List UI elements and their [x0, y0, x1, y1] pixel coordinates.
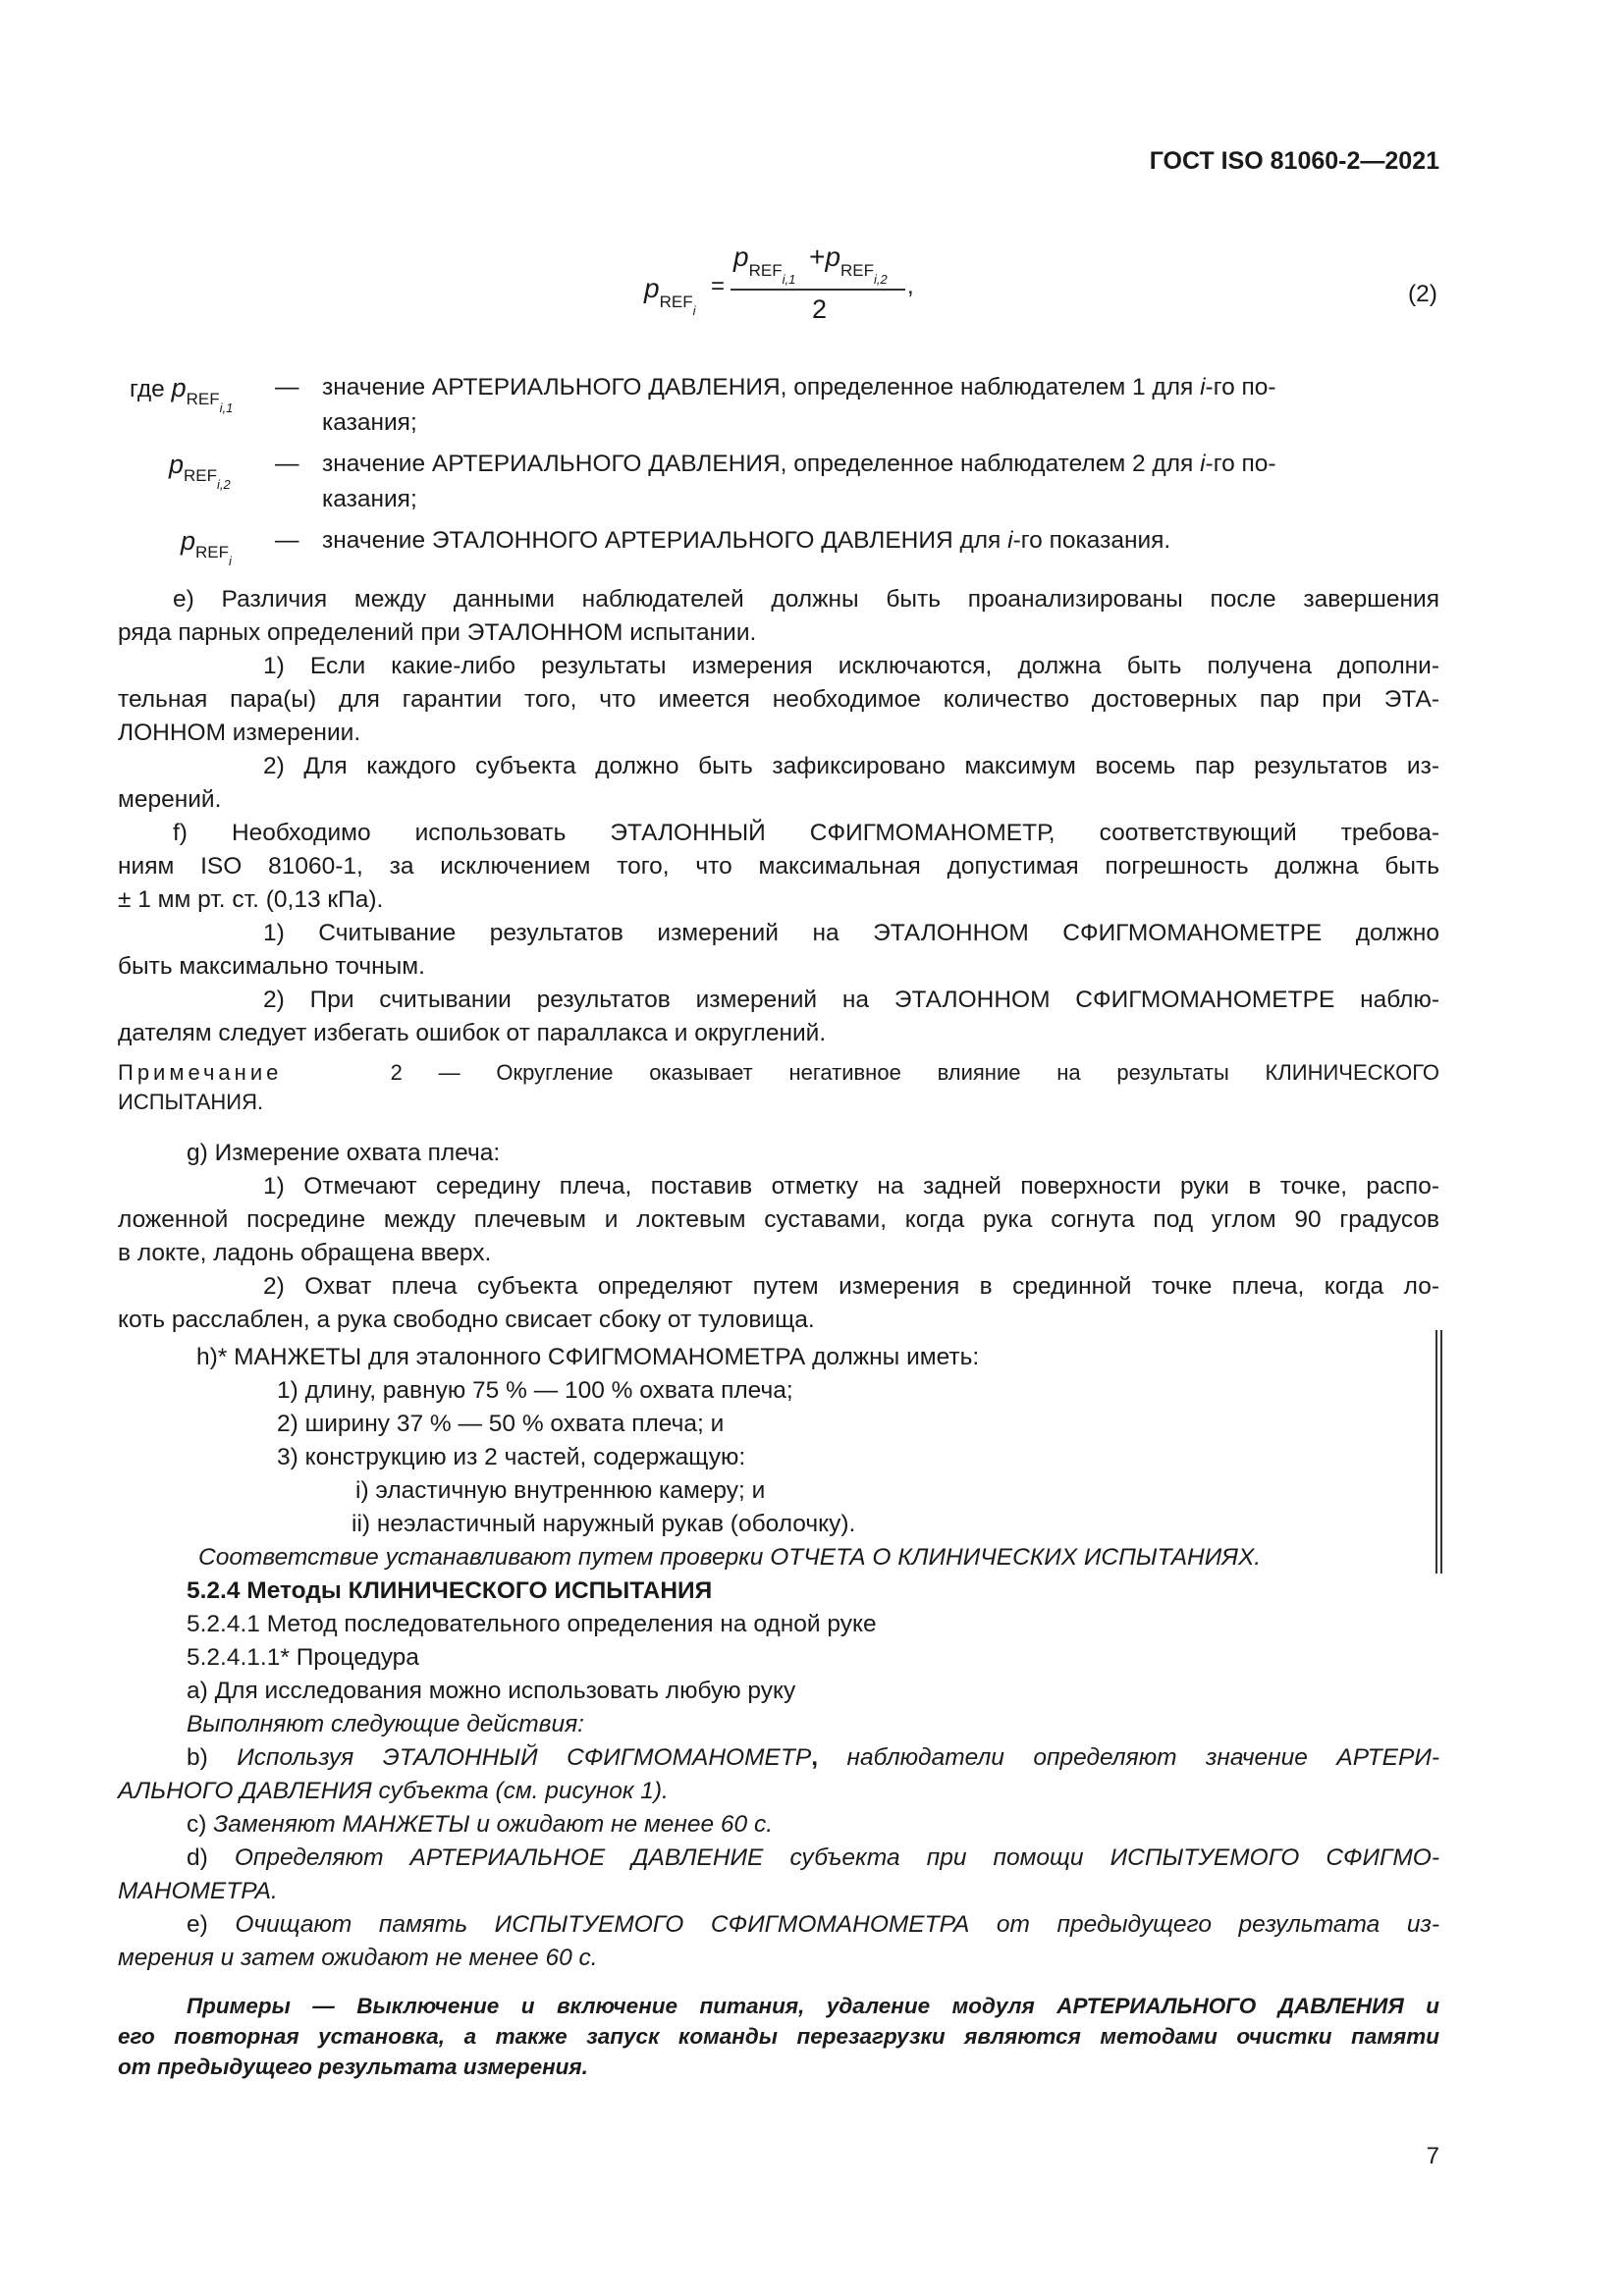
def-1-line2: казания;	[322, 409, 417, 436]
para-e: e) Различия между данными наблюдателей должны быть проанализированы после завершения ряда парных определений при ЭТАЛОННОМ испытании. 1) Если какие-либо результаты измерения исключаются, должна быть получена дополни- тельная пара(ы) для гарантии того, что имеется необходимое количество достоверных пар при ЭТА- ЛОННОМ измерении. 2) Для каждого субъекта должно быть зафиксировано максимум восемь пар результатов из- мерений.	[118, 586, 1439, 813]
proc-e: e) Очищают память ИСПЫТУЕМОГО СФИГМОМАНОМЕТРА от предыдущего результата из- мерения и затем ожидают не менее 60 с.	[118, 1911, 1439, 1971]
para-h-1: 1) длину, равную 75 % — 100 % охвата плеча;	[277, 1377, 793, 1404]
formula-lhs: $p_{REFi}$	[644, 273, 696, 318]
change-bar-right	[1440, 1330, 1442, 1574]
para-f: f) Необходимо использовать ЭТАЛОННЫЙ СФИГМОМАНОМЕТР, соответствующий требова- ниям ISO 81060-1, за исключением того, что максимальная допустимая погрешность должна быть ± 1 мм рт. ст. (0,13 кПа). 1) Считывание результатов измерений на ЭТАЛОННОМ СФИГМОМАНОМЕТРЕ должно быть максимально точным. 2) При считывании результатов измерений на ЭТАЛОННОМ СФИГМОМАНОМЕТРЕ наблю- дателям следует избегать ошибок от параллакса и округлений.	[118, 820, 1439, 1046]
para-h-i: i) эластичную внутреннюю камеру; и	[355, 1477, 766, 1504]
para-g: g) Измерение охвата плеча: 1) Отмечают середину плеча, поставив отметку на задней поверхности руки в точке, распо- ложенной посредине между плечевым и локтевым суставами, когда рука согнута под углом 90 градусов в локте, ладонь обращена вверх. 2) Охват плеча субъекта определяют путем измерения в срединной точке плеча, когда ло- коть расслаблен, а рука свободно свисает сбоку от туловища.	[118, 1140, 1439, 1333]
def-where: где $p_{REFi,1}$	[130, 373, 234, 415]
examples: Примеры — Выключение и включение питания, удаление модуля АРТЕРИАЛЬНОГО ДАВЛЕНИЯ и его повторная установка, а также запуск команды перезагрузки являются методами очистки памяти от предыдущего результата измерения.	[118, 1994, 1439, 2079]
def-2-line2: казания;	[322, 486, 417, 512]
document-header: ГОСТ ISO 81060-2—2021	[1149, 147, 1439, 175]
page-number: 7	[1426, 2143, 1439, 2169]
formula-comma: ,	[907, 273, 914, 299]
def-p3: $p_{REFi}$	[181, 526, 232, 568]
section-5-2-4-1-title: 5.2.4.1 Метод последовательного определения на одной руке	[187, 1611, 877, 1637]
para-h-ii: ii) неэластичный наружный рукав (оболочку).	[352, 1511, 856, 1537]
change-bar-left	[1435, 1330, 1437, 1574]
def-3-line1: значение ЭТАЛОННОГО АРТЕРИАЛЬНОГО ДАВЛЕНИЯ для i-го показания.	[322, 527, 1171, 554]
formula-denominator: 2	[812, 294, 828, 324]
proc-a: a) Для исследования можно использовать любую руку	[187, 1678, 796, 1704]
formula-equals: =	[711, 273, 726, 299]
fraction-bar	[731, 289, 905, 291]
def-1-line1: значение АРТЕРИАЛЬНОГО ДАВЛЕНИЯ, определенное наблюдателем 1 для i-го по-	[322, 374, 1276, 400]
formula-numerator: $p_{REFi,1} +p_{REFi,2}$	[733, 241, 888, 287]
def-dash-2: —	[275, 451, 299, 477]
def-2-line1: значение АРТЕРИАЛЬНОГО ДАВЛЕНИЯ, определенное наблюдателем 2 для i-го по-	[322, 451, 1276, 477]
para-h-conformance: Соответствие устанавливают путем проверки ОТЧЕТА О КЛИНИЧЕСКИХ ИСПЫТАНИЯХ.	[198, 1544, 1262, 1571]
def-p2: $p_{REFi,2}$	[169, 450, 231, 492]
section-5-2-4-1-1-title: 5.2.4.1.1* Процедура	[187, 1644, 419, 1671]
proc-d: d) Определяют АРТЕРИАЛЬНОЕ ДАВЛЕНИЕ субъекта при помощи ИСПЫТУЕМОГО СФИГМО- МАНОМЕТРА.	[118, 1844, 1440, 1904]
proc-do: Выполняют следующие действия:	[187, 1711, 584, 1737]
proc-b: b) Используя ЭТАЛОННЫЙ СФИГМОМАНОМЕТР, наблюдатели определяют значение АРТЕРИ- АЛЬНОГО ДАВЛЕНИЯ субъекта (см. рисунок 1).	[118, 1744, 1440, 1804]
para-h-3: 3) конструкцию из 2 частей, содержащую:	[277, 1444, 746, 1470]
para-h-2: 2) ширину 37 % — 50 % охвата плеча; и	[277, 1411, 725, 1437]
note-2: Примечание 2 — Округление оказывает негативное влияние на результаты КЛИНИЧЕСКОГО ИСПЫТАНИЯ.	[118, 1060, 1440, 1114]
formula-number: (2)	[1408, 281, 1437, 307]
def-dash-3: —	[275, 527, 299, 554]
proc-c: c) Заменяют МАНЖЕТЫ и ожидают не менее 60 с.	[187, 1811, 774, 1838]
def-dash-1: —	[275, 374, 299, 400]
para-h: h)* МАНЖЕТЫ для эталонного СФИГМОМАНОМЕТРА должны иметь:	[196, 1344, 980, 1370]
section-5-2-4-title: 5.2.4 Методы КЛИНИЧЕСКОГО ИСПЫТАНИЯ	[187, 1577, 713, 1604]
formula-2	[640, 234, 935, 342]
